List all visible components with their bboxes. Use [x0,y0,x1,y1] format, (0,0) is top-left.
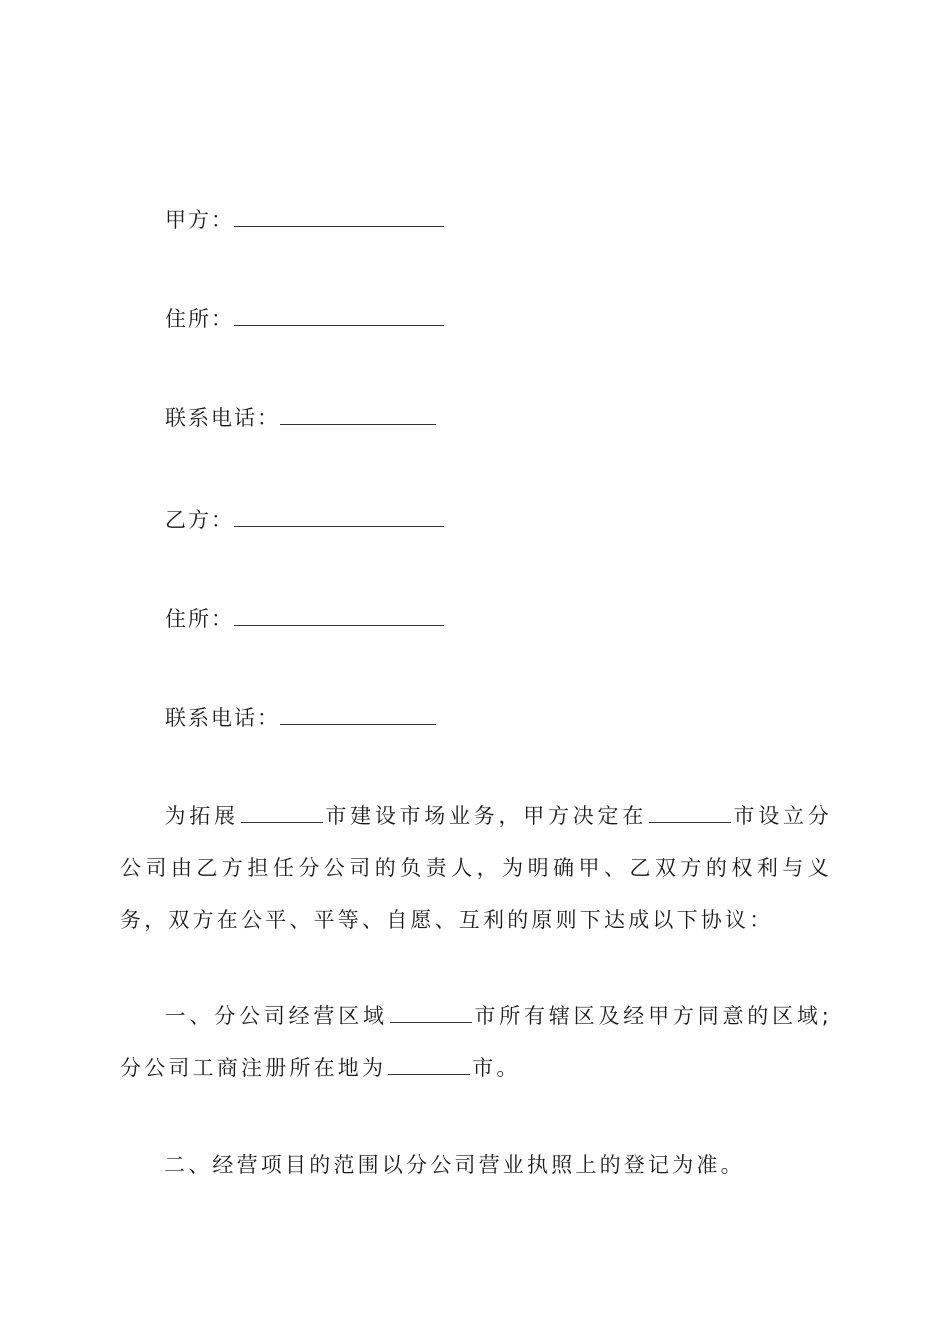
preamble-text-1: 为拓展 [164,804,239,828]
party-a-phone-label: 联系电话： [165,406,280,430]
clause-1-text-2: 市所有辖区及经甲方同意的区域;分公司工商注册所在地为 [120,1004,832,1080]
preamble-paragraph [120,790,832,946]
party-b-name-row [165,504,444,535]
party-b-address-blank[interactable] [234,603,444,626]
party-a-address-row [165,303,444,334]
party-b-phone-row [165,702,436,733]
party-a-address-blank[interactable] [234,303,444,326]
clause-1-city-blank-2[interactable] [388,1052,470,1075]
party-a-name-blank[interactable] [234,204,444,227]
clause-1-text-3: 市。 [472,1056,521,1080]
party-b-phone-label: 联系电话： [165,706,280,730]
party-b-address-row [165,603,444,634]
party-b-address-label: 住所： [165,607,234,631]
preamble-city-blank-1[interactable] [241,800,323,823]
preamble-text-3: 市设立分公司由乙方担任分公司的负责人，为明确甲、乙双方的权利与义务，双方在公平、平等、自愿、互利的原则下达成以下协议： [120,804,832,932]
clause-2-text: 二、经营项目的范围以分公司营业执照上的登记为准。 [164,1153,745,1177]
preamble-text-2: 市建设市场业务，甲方决定在 [324,804,647,828]
party-a-phone-row [165,402,436,433]
party-a-phone-blank[interactable] [280,402,436,425]
clause-2-paragraph [120,1139,832,1191]
party-b-name-label: 乙方： [165,508,234,532]
party-a-name-row [165,204,444,235]
party-a-name-label: 甲方： [165,208,234,232]
party-b-name-blank[interactable] [234,504,444,527]
preamble-city-blank-2[interactable] [649,800,731,823]
party-a-address-label: 住所： [165,307,234,331]
clause-1-text-1: 一、分公司经营区域 [164,1004,388,1028]
clause-1-paragraph [120,990,832,1094]
clause-1-city-blank-1[interactable] [390,1000,472,1023]
party-b-phone-blank[interactable] [280,702,436,725]
